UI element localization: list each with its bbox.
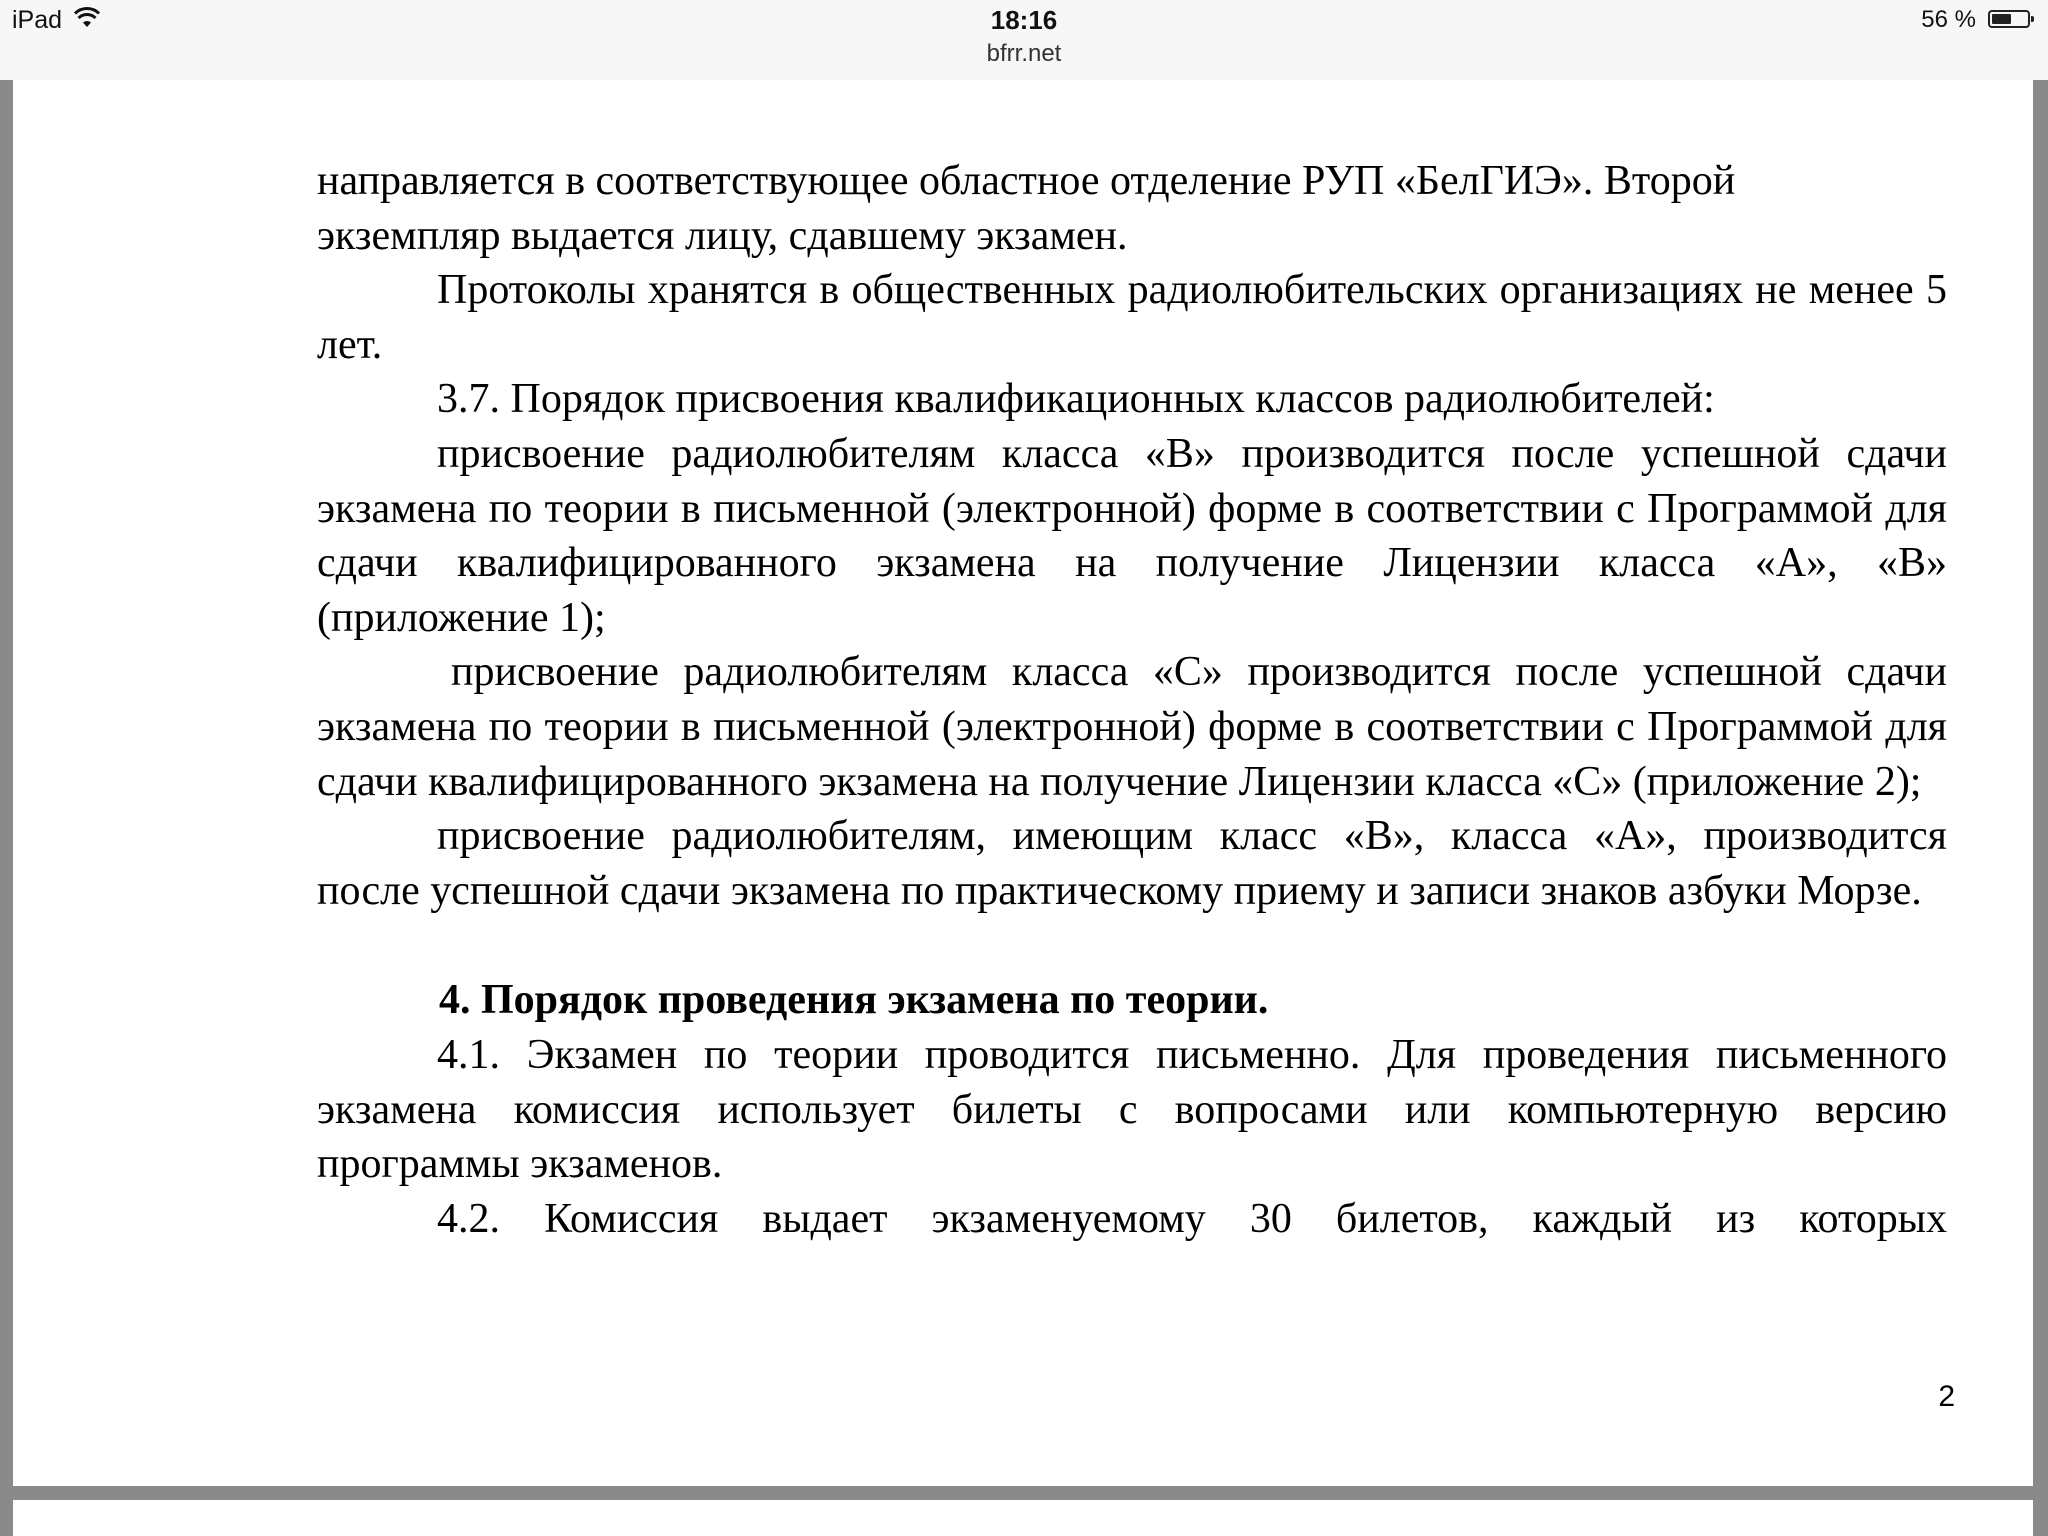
text-line: присвоение радиолюбителям, имеющим класс «В», класса «А», (437, 813, 1677, 860)
page-number: 2 (1938, 1380, 1955, 1413)
paragraph-continuation (317, 154, 1947, 263)
text-line: направляется в соответствующее областное отделение РУП «БелГИЭ». Второй (317, 158, 1736, 204)
document-page (13, 80, 2033, 1486)
paragraph-4-2 (317, 1192, 1947, 1247)
paragraph-4-1 (317, 1028, 1947, 1192)
battery-icon (1988, 10, 2030, 28)
text-line: экземпляр выдается лицу, сдавшему экзамен. (317, 212, 1128, 259)
paragraph-class-c (317, 645, 1947, 809)
device-name: iPad (12, 6, 63, 34)
document-text (317, 154, 1947, 1246)
paragraph-class-b (317, 427, 1947, 645)
paragraph-3-7 (317, 372, 1947, 427)
text-line: присвоение радиолюбителям класса «С» производится после успешной (451, 649, 1822, 696)
text-line: 3.7. Порядок присвоения квалификационных классов радиолюбителей: (437, 376, 1715, 423)
paragraph-class-a (317, 809, 1947, 918)
text-line: записи знаков азбуки Морзе. (1409, 867, 1922, 914)
text-line: не менее 5 лет. (317, 267, 1947, 368)
paragraph-protocols (317, 263, 1947, 372)
text-line: письменного экзамена комиссия использует билеты с вопросами или (317, 1031, 1948, 1133)
text-line: Протоколы хранятся в общественных радиолюбительских организациях (437, 267, 1743, 314)
text-line: 4.2. Комиссия выдает экзаменуемому 30 билетов, каждый из которых (437, 1195, 1947, 1242)
battery-fill (1992, 14, 2011, 24)
status-time: 18:16 (990, 5, 1058, 35)
text-line: класса «А», «В» (приложение 1); (317, 540, 1948, 641)
text-line: Программой для сдачи квалифицированного экзамена на получение Лицензии (317, 703, 1947, 805)
text-line: сдачи экзамена по теории в письменной (электронной) форме в соответствии с (317, 649, 1948, 750)
battery-nub (2031, 16, 2034, 22)
next-page (13, 1500, 2033, 1536)
text-line: сдачи экзамена по теории в письменной (электронной) форме в соответствии с (317, 430, 1948, 532)
status-bar (0, 0, 2048, 80)
battery-percent: 56 % (1921, 6, 1976, 33)
text-line: 4.1. Экзамен по теории проводится письменно. Для проведения (437, 1031, 1690, 1078)
text-line: присвоение радиолюбителям класса «В» производится после успешной (437, 430, 1820, 477)
section-heading: 4. Порядок проведения экзамена по теории. (439, 977, 1269, 1024)
text-line: Программой для сдачи квалифицированного экзамена на получение Лицензии (317, 485, 1947, 587)
address-url[interactable]: bfrr.net (986, 40, 1062, 67)
text-line: класса «С» (приложение 2); (1425, 758, 1922, 805)
text-line: компьютерную версию программы экзаменов. (317, 1086, 1948, 1188)
text-line: производится после успешной сдачи экзамена по практическому приему и (317, 813, 1948, 914)
